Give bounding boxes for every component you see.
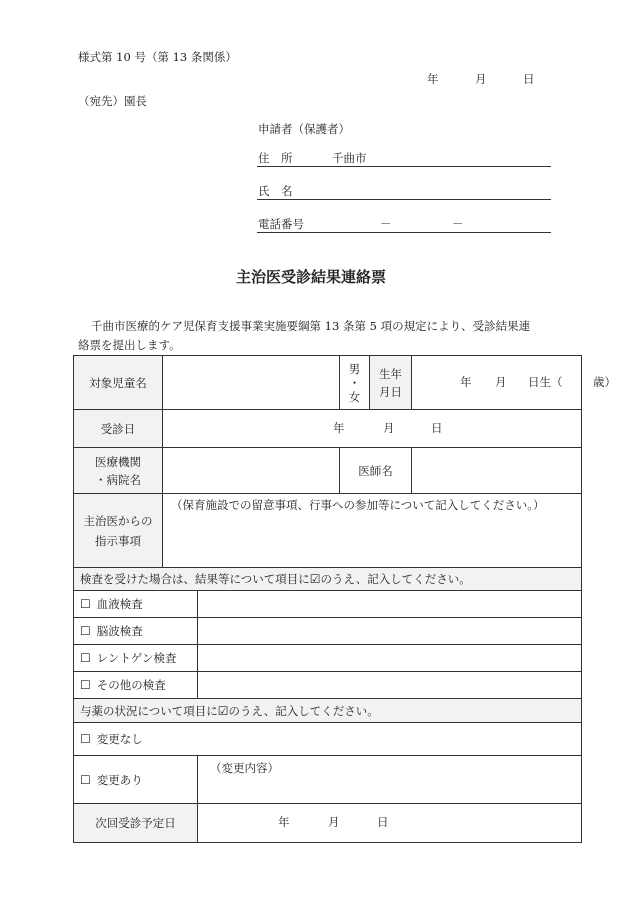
child-name-field[interactable] (163, 356, 340, 410)
gender-male: 男 (348, 361, 361, 376)
visit-date-field[interactable] (163, 410, 582, 448)
next-visit-label: 次回受診予定日 (74, 804, 198, 843)
name-label: 氏 名 (258, 184, 293, 198)
instruction-field[interactable] (163, 494, 582, 568)
institution-field[interactable] (163, 448, 340, 494)
page-title: 主治医受診結果連絡票 (236, 268, 387, 286)
checkbox-checked-icon: ☑ (217, 703, 229, 718)
birth-month: 月 (495, 374, 507, 389)
phone-label: 電話番号 (258, 217, 304, 231)
child-name-label: 対象児童名 (74, 356, 163, 410)
exam-eeg-field[interactable] (198, 618, 582, 645)
exam-other-field[interactable] (198, 672, 582, 699)
gender-dot: ・ (348, 375, 361, 390)
checkbox-icon[interactable]: ☐ (80, 678, 91, 692)
exam-blood-field[interactable] (198, 591, 582, 618)
exam-xray-option[interactable]: ☐ レントゲン検査 (74, 645, 198, 672)
intro-line-2: 絡票を提出します。 (78, 338, 181, 352)
phone-underline[interactable] (257, 232, 551, 233)
instruction-label: 主治医からの 指示事項 (74, 494, 163, 568)
date-month: 月 (475, 72, 487, 86)
date-day: 日 (523, 72, 535, 86)
gender-female: 女 (348, 389, 361, 404)
instruction-note: （保育施設での留意事項、行事への参加等について記入してください。） (171, 498, 545, 512)
visit-month: 月 (383, 420, 395, 435)
checkbox-icon[interactable]: ☐ (80, 651, 91, 665)
exam-other-option[interactable]: ☐ その他の検査 (74, 672, 198, 699)
address-underline[interactable] (257, 166, 551, 167)
address-label: 住 所 (258, 151, 293, 165)
checkbox-icon[interactable]: ☐ (80, 732, 91, 746)
checkbox-icon[interactable]: ☐ (80, 597, 91, 611)
address-value: 千曲市 (332, 151, 367, 165)
change-detail-field[interactable] (198, 756, 582, 804)
next-visit-month: 月 (328, 815, 340, 829)
birth-day: 日生（ (528, 374, 563, 389)
checkbox-icon[interactable]: ☐ (80, 624, 91, 638)
birth-label: 生年 月日 (370, 356, 412, 410)
addressee: （宛先）園長 (78, 94, 147, 108)
institution-label: 医療機関 ・病院名 (74, 448, 163, 494)
next-visit-field[interactable] (198, 804, 582, 843)
phone-dash-1: － (380, 217, 392, 231)
visit-day: 日 (431, 420, 443, 435)
form-number: 様式第 10 号（第 13 条関係） (78, 50, 237, 64)
visit-year: 年 (333, 420, 345, 435)
checkbox-icon[interactable]: ☐ (80, 772, 91, 787)
doctor-field[interactable] (412, 448, 582, 494)
applicant-heading: 申請者（保護者） (258, 122, 350, 136)
birth-age: 歳） (593, 374, 617, 389)
birth-date-field[interactable] (412, 356, 617, 410)
no-change-option[interactable]: ☐ 変更なし (74, 723, 582, 756)
gender-cell[interactable] (340, 356, 370, 410)
change-note: （変更内容） (210, 761, 279, 775)
visit-date-label: 受診日 (74, 410, 163, 448)
exam-header: 検査を受けた場合は、結果等について項目に☑のうえ、記入してください。 (74, 568, 582, 591)
result-form-table (73, 355, 617, 843)
checkbox-checked-icon: ☑ (309, 572, 321, 586)
changed-option[interactable]: ☐ 変更あり (74, 756, 198, 804)
medication-header: 与薬の状況について項目に☑のうえ、記入してください。 (74, 699, 582, 723)
doctor-label: 医師名 (340, 448, 412, 494)
phone-dash-2: － (452, 217, 464, 231)
date-year: 年 (427, 72, 439, 86)
next-visit-day: 日 (377, 815, 389, 829)
exam-blood-option[interactable]: ☐ 血液検査 (74, 591, 198, 618)
name-underline[interactable] (257, 199, 551, 200)
exam-eeg-option[interactable]: ☐ 脳波検査 (74, 618, 198, 645)
intro-line-1: 千曲市医療的ケア児保育支援事業実施要綱第 13 条第 5 項の規定により、受診結果連 (91, 319, 531, 333)
birth-year: 年 (460, 374, 472, 389)
exam-xray-field[interactable] (198, 645, 582, 672)
next-visit-year: 年 (278, 815, 290, 829)
